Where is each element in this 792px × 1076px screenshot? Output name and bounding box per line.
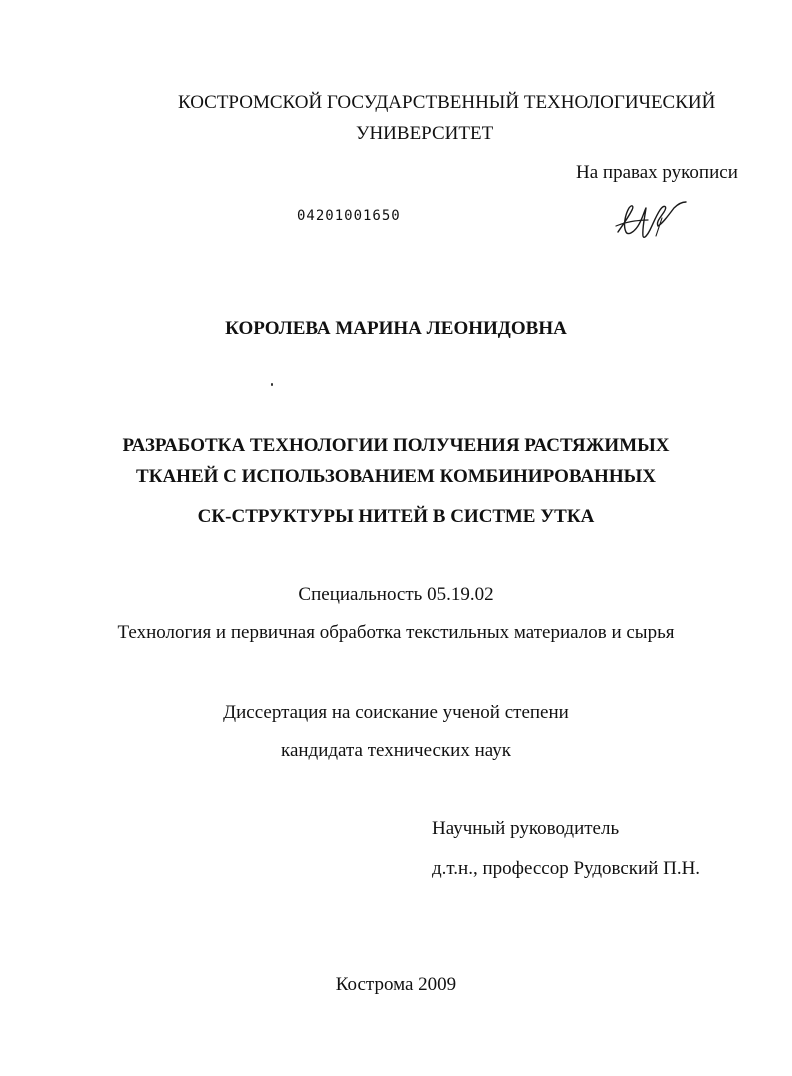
signature-icon [612,196,690,244]
supervisor-label: Научный руководитель [432,818,620,839]
supervisor-name: д.т.н., профессор Рудовский П.Н. [432,858,701,879]
dissertation-title-line-2: ТКАНЕЙ С ИСПОЛЬЗОВАНИЕМ КОМБИНИРОВАННЫХ [136,466,656,487]
dissertation-title-line-1: РАЗРАБОТКА ТЕХНОЛОГИИ ПОЛУЧЕНИЯ РАСТЯЖИМЫХ [122,435,670,456]
university-name-line-2: УНИВЕРСИТЕТ [356,123,494,144]
scan-speck [271,383,273,386]
specialty-code: Специальность 05.19.02 [298,584,494,605]
city-year: Кострома 2009 [335,974,457,995]
dissertation-title-line-3: СК-СТРУКТУРЫ НИТЕЙ В СИСТМЕ УТКА [197,506,595,527]
registration-code: 04201001650 [297,208,401,224]
specialty-name: Технология и первичная обработка текстильных материалов и сырья [117,622,675,643]
manuscript-rights-note: На правах рукописи [576,162,738,183]
degree-line-1: Диссертация на соискание ученой степени [223,702,569,723]
degree-line-2: кандидата технических наук [281,740,511,761]
university-name-line-1: КОСТРОМСКОЙ ГОСУДАРСТВЕННЫЙ ТЕХНОЛОГИЧЕСКИЙ [178,92,716,113]
author-name: КОРОЛЕВА МАРИНА ЛЕОНИДОВНА [225,318,567,339]
